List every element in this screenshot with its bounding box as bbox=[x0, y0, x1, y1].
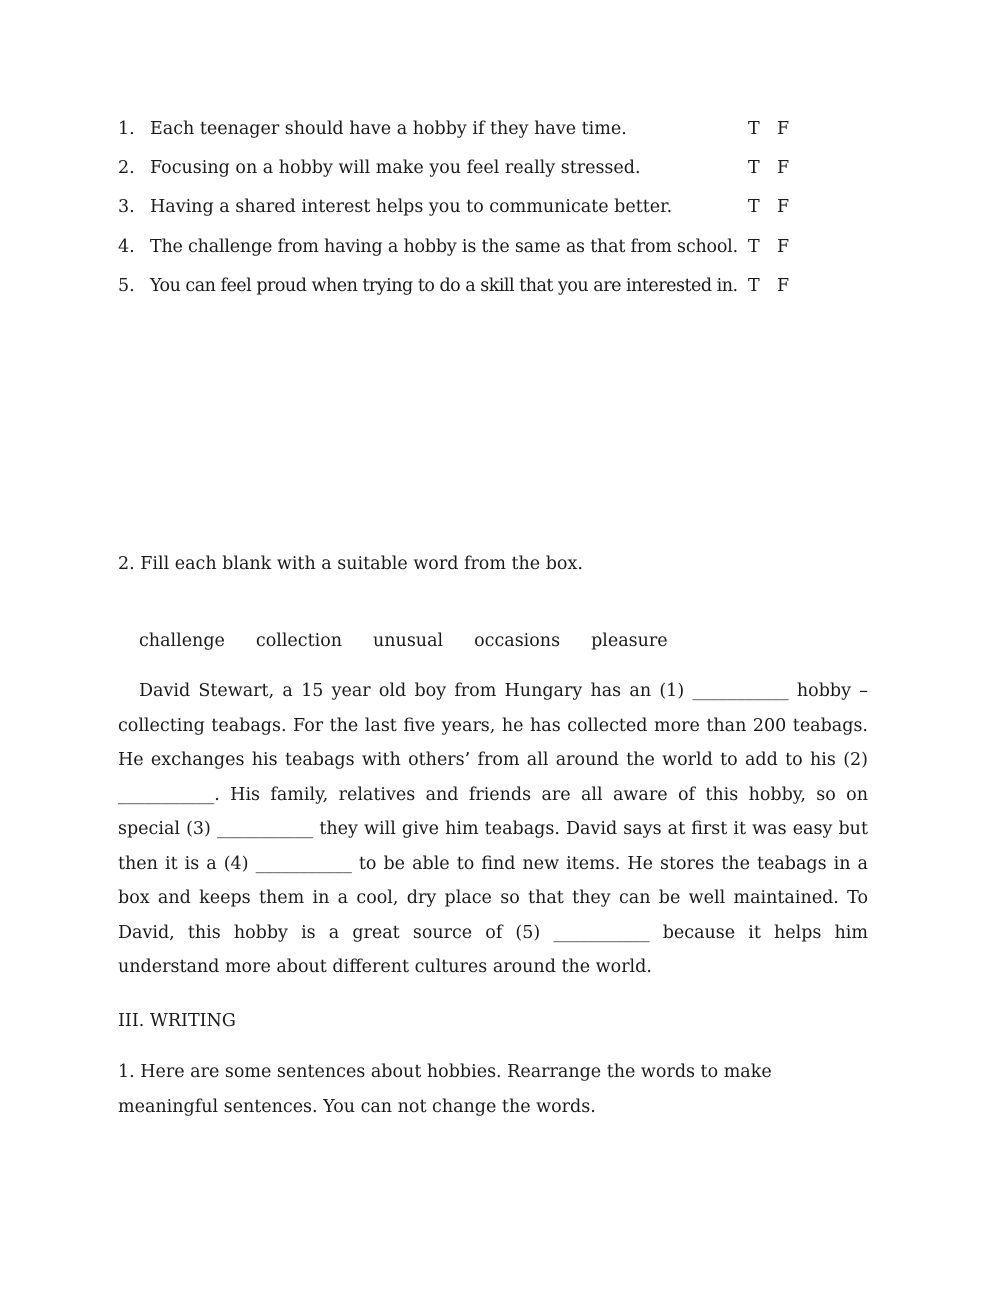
passage-text: hobby – collecting teabags. For the last five years, he has collected more than 200 teabags. He exchanges his teabags with others’ from all around the world to add to his (2) bbox=[118, 681, 868, 770]
passage-text: because it helps him understand more about different cultures around the world. bbox=[118, 922, 868, 977]
word-option: challenge bbox=[139, 631, 225, 651]
blank-5[interactable]: ___________ bbox=[553, 922, 650, 943]
tf-question bbox=[118, 273, 818, 299]
blank-3[interactable]: ___________ bbox=[217, 819, 314, 839]
false-option[interactable]: F bbox=[777, 158, 790, 178]
blank-4[interactable]: ___________ bbox=[255, 853, 352, 874]
false-option[interactable]: F bbox=[777, 119, 790, 139]
fill-instruction: 2. Fill each blank with a suitable word from the box. bbox=[118, 554, 583, 574]
false-option[interactable]: F bbox=[777, 276, 790, 296]
question-text: You can feel proud when trying to do a skill that you are interested in. bbox=[150, 276, 738, 296]
question-text: Each teenager should have a hobby if they have time. bbox=[150, 119, 627, 139]
word-option: collection bbox=[255, 631, 343, 651]
blank-2[interactable]: ___________ bbox=[118, 784, 215, 805]
question-number: 3. bbox=[118, 197, 135, 217]
passage-text: they will give him teabags. David says at first it was easy but then it is a (4) bbox=[118, 819, 868, 874]
blank-1[interactable]: ___________ bbox=[692, 681, 789, 701]
question-number: 5. bbox=[118, 276, 135, 296]
true-option[interactable]: T bbox=[748, 276, 760, 296]
word-box bbox=[139, 628, 699, 654]
passage-text: . His family, relatives and friends are all aware of this hobby, so on special (3) bbox=[118, 784, 868, 839]
tf-question bbox=[118, 116, 818, 142]
question-number: 4. bbox=[118, 237, 135, 257]
question-number: 1. bbox=[118, 119, 135, 139]
tf-question bbox=[118, 234, 818, 260]
word-option: occasions bbox=[474, 631, 561, 651]
tf-question bbox=[118, 194, 818, 220]
true-option[interactable]: T bbox=[748, 119, 760, 139]
question-text: Focusing on a hobby will make you feel really stressed. bbox=[150, 158, 641, 178]
writing-instruction: 1. Here are some sentences about hobbies. Rearrange the words to make meaningful sentences. You can not change the words. bbox=[118, 1062, 772, 1117]
false-option[interactable]: F bbox=[777, 197, 790, 217]
question-text: Having a shared interest helps you to communicate better. bbox=[150, 197, 673, 217]
word-option: unusual bbox=[373, 631, 444, 651]
true-option[interactable]: T bbox=[748, 237, 760, 257]
true-option[interactable]: T bbox=[748, 197, 760, 217]
passage-text: to be able to find new items. He stores the teabags in a box and keeps them in a cool, dry place so that they can be well maintained. To David, this hobby is a great source of (5) bbox=[118, 853, 868, 943]
word-option: pleasure bbox=[591, 631, 668, 651]
passage-text: David Stewart, a 15 year old boy from Hungary has an (1) bbox=[139, 681, 693, 701]
tf-question bbox=[118, 155, 818, 181]
true-option[interactable]: T bbox=[748, 158, 760, 178]
writing-heading: III. WRITING bbox=[118, 1011, 236, 1031]
false-option[interactable]: F bbox=[777, 237, 790, 257]
question-text: The challenge from having a hobby is the same as that from school. bbox=[150, 237, 738, 257]
question-number: 2. bbox=[118, 158, 135, 178]
fill-passage bbox=[118, 674, 868, 985]
